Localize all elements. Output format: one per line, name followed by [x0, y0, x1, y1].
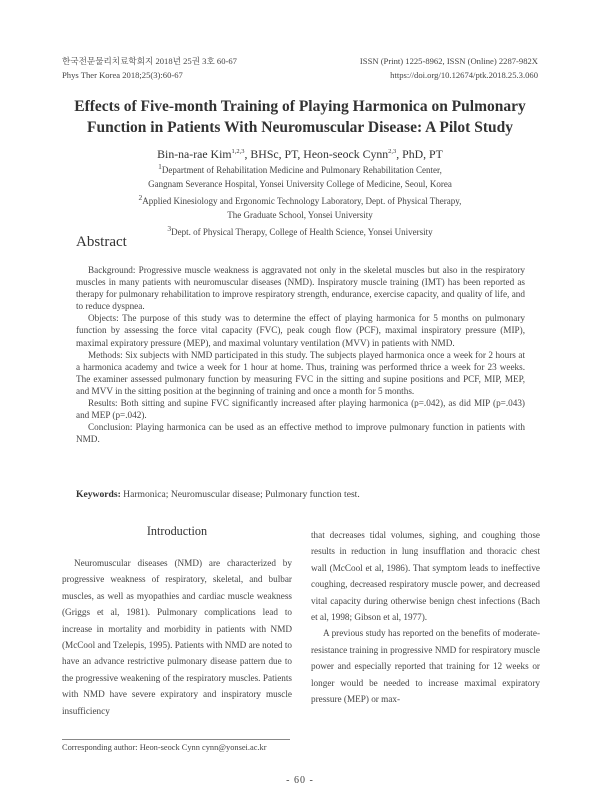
author-1-affiliation-marker: 1,2,3 — [231, 148, 245, 156]
journal-english-citation: Phys Ther Korea 2018;25(3):60-67 — [62, 70, 183, 80]
keywords-text: Harmonica; Neuromuscular disease; Pulmonary function test. — [120, 489, 360, 500]
intro-paragraph-2: A previous study has reported on the benefits of moderate-resistance training in progressive NMD for respiratory muscle power and especially reported that training for 12 weeks or longer would be needed to increase maximal expiratory pressure (MEP) or max- — [311, 628, 540, 705]
abstract-conclusion: Conclusion: Playing harmonica can be used as an effective method to improve pulmonary function in patients with NMD. — [76, 422, 525, 445]
doi-link[interactable]: https://doi.org/10.12674/ptk.2018.25.3.060 — [390, 70, 538, 80]
affiliation-2 — [60, 191, 540, 208]
footnote-divider — [62, 739, 290, 740]
intro-paragraph-1-cont: that decreases tidal volumes, sighing, and coughing those results in reduction in lung insufflation and thoracic chest wall (McCool et al, 1986). That symptom leads to ineffective coughing, decreased respiratory muscle power, and decreased vital capacity during otherwise benign chest infections (Bach et al, 1998; Gibson et al, 1977). — [311, 530, 540, 623]
affiliation-2-line1: Applied Kinesiology and Ergonomic Technology Laboratory, Dept. of Physical Therapy, — [142, 196, 462, 206]
affiliation-1-marker: 1 — [158, 162, 162, 171]
journal-korean-citation: 한국전문물리치료학회지 2018년 25권 3호 60-67 — [62, 56, 237, 66]
article-title — [40, 96, 560, 138]
article-title-line1: Effects of Five-month Training of Playing Harmonica on Pulmonary — [74, 98, 526, 115]
journal-header-right — [360, 54, 538, 82]
introduction-heading: Introduction — [146, 524, 208, 538]
keywords-label: Keywords: — [76, 489, 121, 500]
affiliation-1 — [60, 160, 540, 177]
affiliation-3 — [60, 222, 540, 239]
issn-line: ISSN (Print) 1225-8962, ISSN (Online) 2287-982X — [359, 56, 538, 66]
corresponding-author-footnote: Corresponding author: Heon-seock Cynn cynn@yonsei.ac.kr — [62, 743, 267, 752]
abstract-methods: Methods: Six subjects with NMD participated in this study. The subjects played harmonica once a week for 2 hours at a harmonica academy and twice a week for 1 hour at home. Thus, training was performed thrice a week for 23 weeks. The examiner assessed pulmonary function by measuring FVC in the sitting and supine positions and PCF, MIP, MEP, and MVV in the sitting position at the beginning of training and once a month for 5 months. — [76, 349, 525, 396]
author-1-credentials: , BHSc, PT, Heon-seock Cynn — [244, 147, 389, 161]
affiliation-3-marker: 3 — [167, 224, 172, 233]
affiliation-list — [60, 160, 540, 239]
author-2-affiliation-marker: 2,3 — [388, 148, 397, 156]
affiliation-3-line1: Dept. of Physical Therapy, College of Health Science, Yonsei University — [171, 227, 433, 237]
author-1-name: Bin-na-rae Kim — [157, 147, 232, 161]
affiliation-2-marker: 2 — [138, 193, 143, 202]
article-title-line2: Function in Patients With Neuromuscular Disease: A Pilot Study — [86, 119, 513, 136]
page-number: - 60 - — [286, 775, 314, 786]
abstract-results: Results: Both sitting and supine FVC significantly increased after playing harmonica (p=.042), as did MIP (p=.043) and MEP (p=.042). — [76, 398, 525, 421]
keywords-line — [76, 489, 525, 500]
author-2-credentials: , PhD, PT — [396, 147, 443, 161]
intro-right-column — [311, 527, 540, 707]
journal-header-left — [62, 54, 237, 82]
abstract-body — [76, 264, 525, 445]
abstract-background: Background: Progressive muscle weakness is aggravated not only in the skeletal muscles but also in the respiratory muscles in many patients with neuromuscular diseases (NMD). Inspiratory muscle training (IMT) has been reported as therapy for pulmonary rehabilitation to improve respiratory strength, endurance, exercise capacity, and quality of life, and to reduce dyspnea. — [76, 265, 525, 312]
intro-left-column — [62, 555, 292, 719]
affiliation-1-cont: Gangnam Severance Hospital, Yonsei University College of Medicine, Seoul, Korea — [148, 179, 452, 189]
intro-paragraph-1: Neuromuscular diseases (NMD) are characterized by progressive weakness of respiratory, skeletal, and bulbar muscles, as well as myopathies and cardiac muscle weakness (Griggs et al, 1981). Pulmonary complications lead to increase in mortality and morbidity in patients with NMD (McCool and Tzelepis, 1995). Patients with NMD are noted to have an advance restrictive pulmonary disease pattern due to the progressive weakening of the respiratory muscles. Patients with NMD have severe expiratory and inspiratory muscle insufficiency — [62, 558, 292, 716]
affiliation-2-cont: The Graduate School, Yonsei University — [227, 210, 373, 220]
abstract-objects: Objects: The purpose of this study was to determine the effect of playing harmonica for 5 months on pulmonary function by assessing the force vital capacity (FVC), peak cough flow (PCF), maximal inspiratory pressure (MIP), maximal expiratory pressure (MEP), and maximal voluntary ventilation (MVV) in patients with NMD. — [76, 313, 525, 348]
affiliation-1-line1: Department of Rehabilitation Medicine and Pulmonary Rehabilitation Center, — [161, 165, 442, 175]
abstract-heading: Abstract — [76, 234, 127, 250]
